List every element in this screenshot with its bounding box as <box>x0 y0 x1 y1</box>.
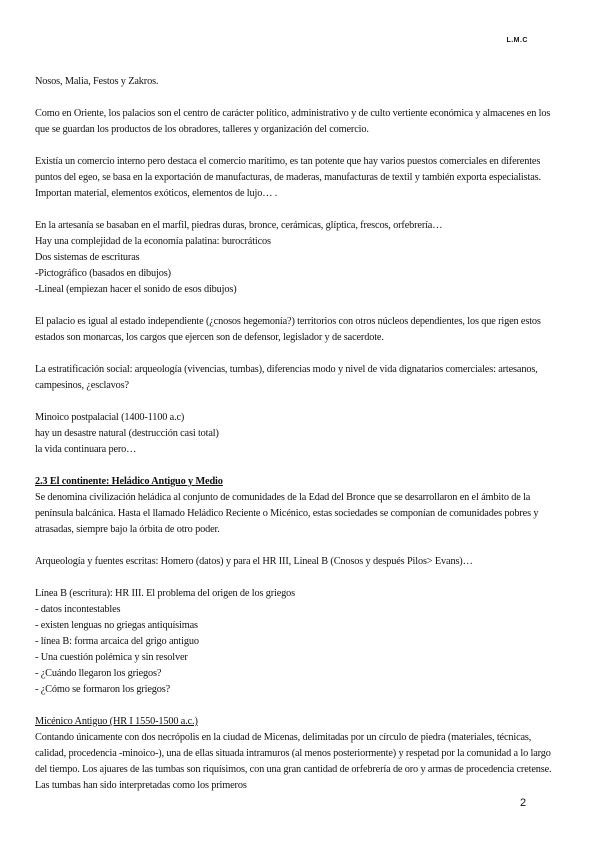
blank-line <box>35 90 555 106</box>
blank-line <box>35 458 555 474</box>
blank-line <box>35 394 555 410</box>
blank-line <box>35 698 555 714</box>
paragraph: -Lineal (empiezan hacer el sonido de esos dibujos) <box>35 284 237 295</box>
paragraph: La estratificación social: arqueología (vivencias, tumbas), diferencias modo y nivel de vida dignatarios comerciales: artesanos, campesinos, ¿esclavos? <box>35 364 538 391</box>
paragraph: Como en Oriente, los palacios son el centro de carácter político, administrativo y de culto vertiente económica y almacenes en los que se guardan los productos de los obradores, talleres y organización del comercio. <box>35 108 551 135</box>
blank-line <box>35 298 555 314</box>
paragraph: Existía un comercio interno pero destaca el comercio marítimo, es tan potente que hay varios puestos comerciales en diferentes puntos del egeo, se basa en la exportación de manufacturas, de maderas, manufacturas de textil y también exporta especialistas. Importan material, elementos exóticos, elementos de lujo… . <box>35 156 541 199</box>
paragraph: -Pictográfico (basados en dibujos) <box>35 268 171 279</box>
blank-line <box>35 202 555 218</box>
paragraph: Hay una complejidad de la economía palatina: burocráticos <box>35 236 271 247</box>
blank-line <box>35 570 555 586</box>
list-item: - ¿Cuándo llegaron los griegos? <box>35 668 162 679</box>
page-number: 2 <box>520 797 527 809</box>
subsection-heading: Micénico Antiguo (HR I 1550-1500 a.c.) <box>35 716 198 727</box>
paragraph: Dos sistemas de escrituras <box>35 252 140 263</box>
paragraph: En la artesanía se basaban en el marfil, piedras duras, bronce, cerámicas, glíptica, frescos, orfebrería… <box>35 220 443 231</box>
blank-line <box>35 138 555 154</box>
paragraph: Nosos, Malia, Festos y Zakros. <box>35 76 159 87</box>
list-item: - existen lenguas no griegas antiquísimas <box>35 620 198 631</box>
paragraph: la vida continuara pero… <box>35 444 137 455</box>
blank-line <box>35 538 555 554</box>
paragraph: El palacio es igual al estado independiente (¿cnosos hegemonía?) territorios con otros núcleos dependientes, los que rigen estos estados son monarcas, los cargos que ejercen son de defensor, legislador y de sacerdote. <box>35 316 541 343</box>
paragraph: Minoico postpalacial (1400-1100 a.c) <box>35 412 185 423</box>
paragraph: Se denomina civilización heládica al conjunto de comunidades de la Edad del Bronce que se desarrollaron en el ámbito de la península balcánica. Hasta el llamado Heládico Reciente o Micénico, estas sociedades se componían de comunidades pobres y atrasadas, siempre bajo la órbita de otro poder. <box>35 492 539 535</box>
section-heading: 2.3 El continente: Heládico Antiguo y Medio <box>35 476 223 487</box>
list-item: - ¿Cómo se formaron los griegos? <box>35 684 171 695</box>
paragraph: Arqueología y fuentes escritas: Homero (datos) y para el HR III, Lineal B (Cnosos y después Pilos> Evans)… <box>35 556 473 567</box>
list-item: - datos incontestables <box>35 604 121 615</box>
paragraph: Contando únicamente con dos necrópolis en la ciudad de Micenas, delimitadas por un círculo de piedra (materiales, técnicas, calidad, procedencia -minoico-), una de ellas situada intramuros (al menos posteriormente) y respetad por la comunidad a lo largo del tiempo. Los ajuares de las tumbas son riquísimos, con una gran cantidad de orfebrería de oro y armas de procedencia cretense. Las tumbas han sido interpretadas como los primeros <box>35 732 552 791</box>
document-body <box>35 74 555 794</box>
header-initials: L.M.C <box>506 37 528 44</box>
list-item: - línea B: forma arcaica del grigo antiguo <box>35 636 199 647</box>
paragraph: Línea B (escritura): HR III. El problema del origen de los griegos <box>35 588 296 599</box>
paragraph: hay un desastre natural (destrucción casi total) <box>35 428 219 439</box>
list-item: - Una cuestión polémica y sin resolver <box>35 652 188 663</box>
blank-line <box>35 346 555 362</box>
